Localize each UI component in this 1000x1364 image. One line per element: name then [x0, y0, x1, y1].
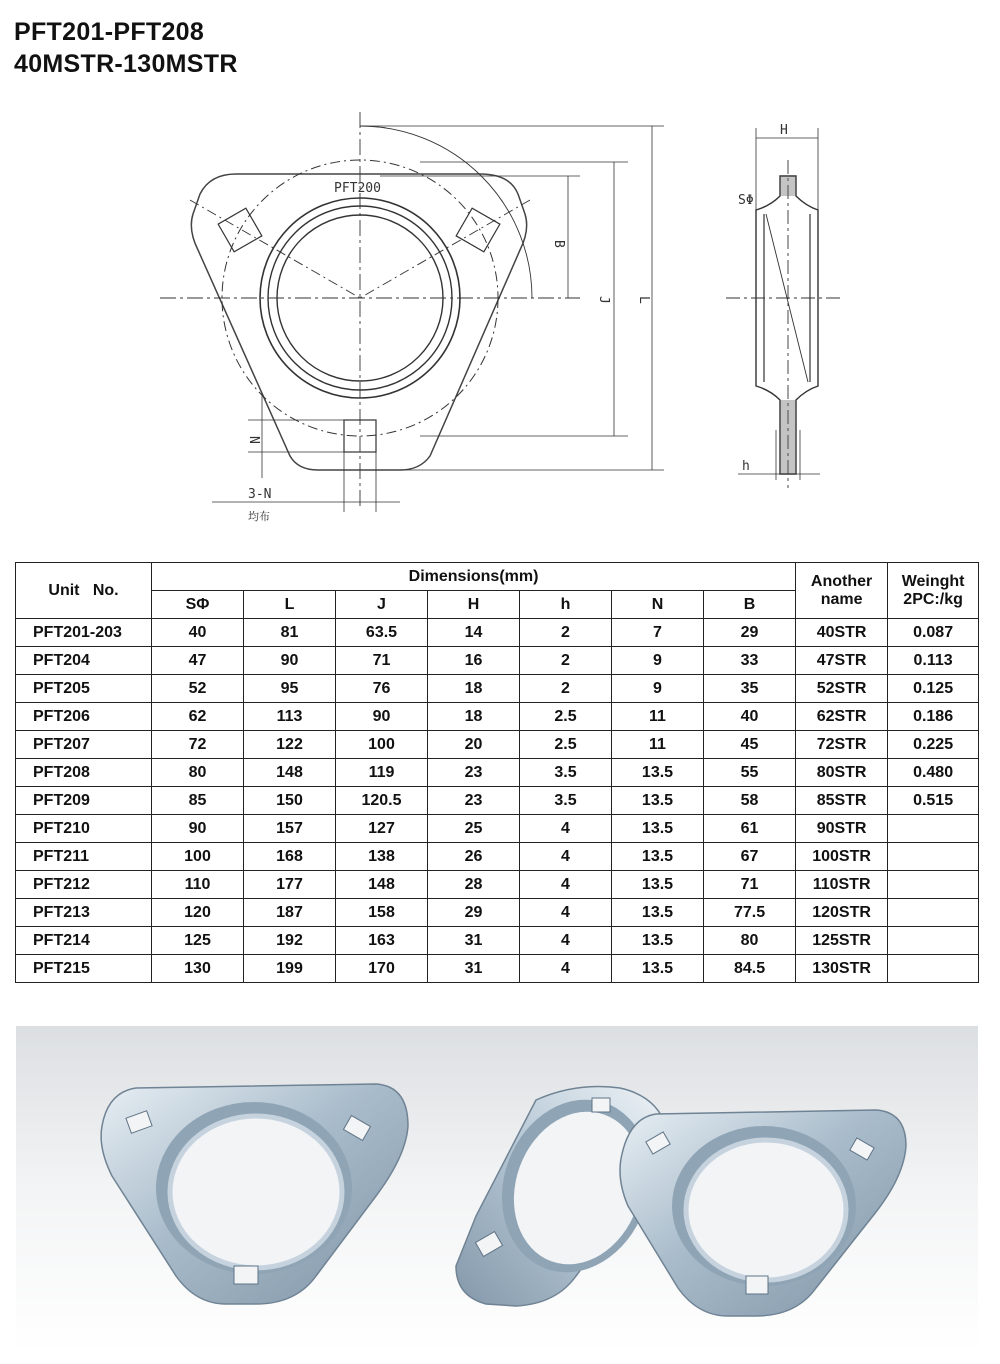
- cell-h-upper: 23: [428, 759, 520, 787]
- header-h-lower: h: [520, 591, 612, 619]
- cell-unit-no: PFT206: [16, 703, 152, 731]
- cell-another-name: 52STR: [796, 675, 888, 703]
- cell-s: 52: [152, 675, 244, 703]
- cell-another-name: 90STR: [796, 815, 888, 843]
- drawing-model-label: PFT200: [334, 181, 381, 196]
- title-alt-range: 40MSTR-130MSTR: [14, 50, 238, 78]
- cell-another-name: 120STR: [796, 899, 888, 927]
- cell-unit-no: PFT213: [16, 899, 152, 927]
- cell-h-lower: 3.5: [520, 787, 612, 815]
- cell-l: 168: [244, 843, 336, 871]
- table-row: [16, 731, 979, 759]
- cell-l: 113: [244, 703, 336, 731]
- cell-weight: 0.125: [888, 675, 979, 703]
- cell-weight: 0.225: [888, 731, 979, 759]
- cell-l: 150: [244, 787, 336, 815]
- cell-s: 85: [152, 787, 244, 815]
- header-s: SΦ: [152, 591, 244, 619]
- cell-b: 29: [704, 619, 796, 647]
- cell-h-lower: 4: [520, 871, 612, 899]
- cell-unit-no: PFT209: [16, 787, 152, 815]
- cell-l: 148: [244, 759, 336, 787]
- holes-note: 均布: [248, 510, 270, 523]
- cell-j: 119: [336, 759, 428, 787]
- table-row: [16, 871, 979, 899]
- cell-l: 177: [244, 871, 336, 899]
- cell-b: 35: [704, 675, 796, 703]
- cell-h-lower: 4: [520, 955, 612, 983]
- cell-n: 13.5: [612, 843, 704, 871]
- dim-n-label: N: [246, 436, 261, 444]
- dim-j-label: J: [596, 296, 611, 304]
- cell-s: 62: [152, 703, 244, 731]
- table-row: [16, 815, 979, 843]
- cell-unit-no: PFT212: [16, 871, 152, 899]
- cell-weight: [888, 955, 979, 983]
- cell-h-lower: 2.5: [520, 731, 612, 759]
- header-h-upper: H: [428, 591, 520, 619]
- cell-h-lower: 2: [520, 675, 612, 703]
- cell-b: 40: [704, 703, 796, 731]
- cell-n: 13.5: [612, 871, 704, 899]
- table-row: [16, 843, 979, 871]
- cell-h-upper: 31: [428, 927, 520, 955]
- cell-s: 40: [152, 619, 244, 647]
- cell-h-upper: 26: [428, 843, 520, 871]
- table-row: [16, 759, 979, 787]
- cell-weight: 0.186: [888, 703, 979, 731]
- cell-j: 163: [336, 927, 428, 955]
- cell-h-lower: 2.5: [520, 703, 612, 731]
- cell-weight: 0.515: [888, 787, 979, 815]
- header-weight: Weinght 2PC:/kg: [888, 563, 979, 619]
- cell-j: 148: [336, 871, 428, 899]
- technical-drawing: [0, 110, 1000, 530]
- cell-s: 125: [152, 927, 244, 955]
- cell-h-lower: 2: [520, 619, 612, 647]
- cell-l: 199: [244, 955, 336, 983]
- cell-l: 187: [244, 899, 336, 927]
- cell-h-upper: 18: [428, 703, 520, 731]
- cell-n: 13.5: [612, 955, 704, 983]
- cell-weight: [888, 815, 979, 843]
- cell-s: 47: [152, 647, 244, 675]
- table-row: [16, 703, 979, 731]
- cell-weight: [888, 927, 979, 955]
- cell-another-name: 72STR: [796, 731, 888, 759]
- cell-n: 13.5: [612, 759, 704, 787]
- header-j: J: [336, 591, 428, 619]
- cell-b: 55: [704, 759, 796, 787]
- cell-h-lower: 2: [520, 647, 612, 675]
- cell-j: 170: [336, 955, 428, 983]
- cell-h-lower: 4: [520, 927, 612, 955]
- cell-another-name: 40STR: [796, 619, 888, 647]
- table-row: [16, 647, 979, 675]
- cell-l: 95: [244, 675, 336, 703]
- cell-another-name: 110STR: [796, 871, 888, 899]
- table-row: [16, 899, 979, 927]
- cell-n: 13.5: [612, 787, 704, 815]
- cell-unit-no: PFT215: [16, 955, 152, 983]
- cell-s: 100: [152, 843, 244, 871]
- cell-another-name: 85STR: [796, 787, 888, 815]
- dim-h-lower-label: h: [742, 459, 750, 474]
- cell-n: 13.5: [612, 899, 704, 927]
- cell-unit-no: PFT214: [16, 927, 152, 955]
- cell-j: 127: [336, 815, 428, 843]
- cell-weight: 0.113: [888, 647, 979, 675]
- cell-h-upper: 28: [428, 871, 520, 899]
- cell-h-upper: 25: [428, 815, 520, 843]
- flange-outline: [191, 174, 526, 470]
- header-b: B: [704, 591, 796, 619]
- table-row: [16, 955, 979, 983]
- table-row: [16, 675, 979, 703]
- cell-b: 71: [704, 871, 796, 899]
- cell-j: 138: [336, 843, 428, 871]
- cell-another-name: 125STR: [796, 927, 888, 955]
- cell-b: 33: [704, 647, 796, 675]
- cell-j: 100: [336, 731, 428, 759]
- table-row: [16, 927, 979, 955]
- product-photo: [16, 1026, 978, 1352]
- cell-l: 157: [244, 815, 336, 843]
- cell-another-name: 130STR: [796, 955, 888, 983]
- header-unit-no: Unit No.: [16, 563, 152, 619]
- cell-l: 81: [244, 619, 336, 647]
- cell-s: 120: [152, 899, 244, 927]
- cell-b: 67: [704, 843, 796, 871]
- title-model-range: PFT201-PFT208: [14, 18, 205, 46]
- dim-s-label: SΦ: [738, 193, 754, 208]
- cell-n: 9: [612, 647, 704, 675]
- cell-s: 110: [152, 871, 244, 899]
- cell-unit-no: PFT208: [16, 759, 152, 787]
- cell-h-upper: 14: [428, 619, 520, 647]
- cell-weight: 0.480: [888, 759, 979, 787]
- cell-weight: [888, 899, 979, 927]
- cell-j: 120.5: [336, 787, 428, 815]
- cell-s: 90: [152, 815, 244, 843]
- cell-h-upper: 23: [428, 787, 520, 815]
- header-dimensions: Dimensions(mm): [152, 563, 796, 591]
- cell-h-upper: 31: [428, 955, 520, 983]
- flange-photo-front: [620, 1110, 906, 1316]
- cell-s: 130: [152, 955, 244, 983]
- cell-h-lower: 4: [520, 899, 612, 927]
- cell-b: 61: [704, 815, 796, 843]
- cell-another-name: 47STR: [796, 647, 888, 675]
- cell-n: 13.5: [612, 927, 704, 955]
- header-l: L: [244, 591, 336, 619]
- cell-n: 11: [612, 731, 704, 759]
- cell-n: 7: [612, 619, 704, 647]
- holes-label: 3-N: [248, 487, 272, 502]
- cell-unit-no: PFT210: [16, 815, 152, 843]
- cell-h-upper: 29: [428, 899, 520, 927]
- cell-h-upper: 16: [428, 647, 520, 675]
- header-another-name: Another name: [796, 563, 888, 619]
- flange-photo-left: [101, 1084, 408, 1304]
- cell-h-lower: 4: [520, 815, 612, 843]
- cell-j: 71: [336, 647, 428, 675]
- cell-unit-no: PFT207: [16, 731, 152, 759]
- dim-b-label: B: [551, 240, 566, 248]
- cell-another-name: 100STR: [796, 843, 888, 871]
- cell-j: 158: [336, 899, 428, 927]
- cell-another-name: 80STR: [796, 759, 888, 787]
- cell-b: 77.5: [704, 899, 796, 927]
- cell-weight: 0.087: [888, 619, 979, 647]
- page-title: [14, 16, 238, 80]
- cell-unit-no: PFT205: [16, 675, 152, 703]
- cell-b: 58: [704, 787, 796, 815]
- cell-unit-no: PFT211: [16, 843, 152, 871]
- cell-n: 9: [612, 675, 704, 703]
- cell-b: 84.5: [704, 955, 796, 983]
- cell-l: 192: [244, 927, 336, 955]
- cell-b: 45: [704, 731, 796, 759]
- cell-h-upper: 20: [428, 731, 520, 759]
- header-n: N: [612, 591, 704, 619]
- cell-weight: [888, 871, 979, 899]
- cell-j: 76: [336, 675, 428, 703]
- cell-b: 80: [704, 927, 796, 955]
- cell-unit-no: PFT204: [16, 647, 152, 675]
- table-row: [16, 787, 979, 815]
- cell-s: 72: [152, 731, 244, 759]
- cell-h-lower: 4: [520, 843, 612, 871]
- cell-weight: [888, 843, 979, 871]
- cell-h-upper: 18: [428, 675, 520, 703]
- cell-h-lower: 3.5: [520, 759, 612, 787]
- cell-n: 13.5: [612, 815, 704, 843]
- cell-s: 80: [152, 759, 244, 787]
- table-row: [16, 619, 979, 647]
- dim-h-upper-label: H: [780, 123, 788, 138]
- cell-l: 90: [244, 647, 336, 675]
- cell-n: 11: [612, 703, 704, 731]
- cell-j: 63.5: [336, 619, 428, 647]
- spec-table: [15, 562, 979, 983]
- cell-j: 90: [336, 703, 428, 731]
- cell-unit-no: PFT201-203: [16, 619, 152, 647]
- cell-another-name: 62STR: [796, 703, 888, 731]
- dim-l-label: L: [636, 296, 651, 304]
- cell-l: 122: [244, 731, 336, 759]
